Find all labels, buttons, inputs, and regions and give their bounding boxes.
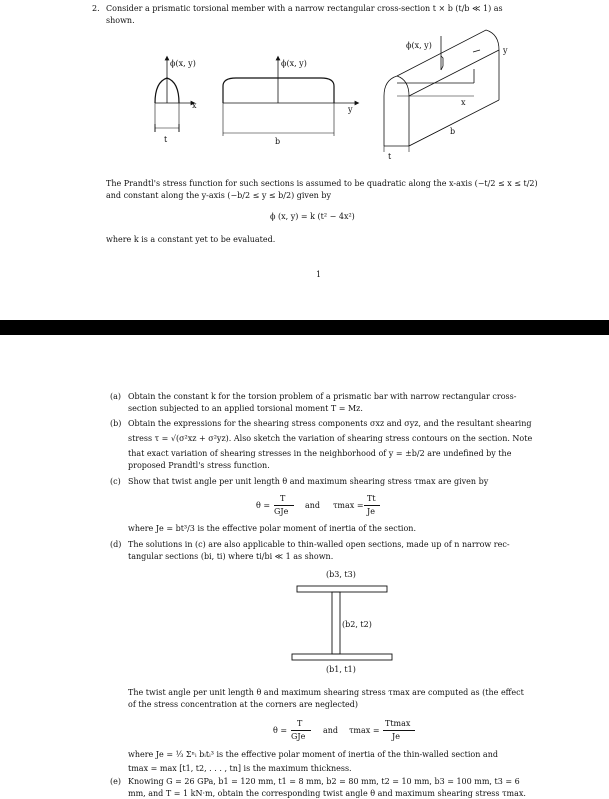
where-k-text: where k is a constant yet to be evaluated. <box>106 235 276 244</box>
b-label-2: b <box>275 137 281 146</box>
eq-d-theta-den: GJe <box>291 732 306 741</box>
twist-paragraph-line-1: The twist angle per unit length θ and maximum shearing stress τmax are computed as (the effect <box>128 688 524 697</box>
item-e-line-2: mm, and T = 1 kN·m, obtain the corresponding twist angle θ and maximum shearing stress τmax. <box>128 789 526 798</box>
eq-c-tau-num: Tt <box>367 494 376 503</box>
phi-label-2: ϕ(x, y) <box>281 59 307 68</box>
item-e-label: (e) <box>110 777 121 786</box>
item-b-line-1: Obtain the expressions for the shearing stress components σxz and σyz, and the resultant shearing <box>128 419 532 428</box>
eq-d-theta-lhs: θ = <box>273 726 288 735</box>
y-axis-label-3: y <box>503 46 508 55</box>
prism-3d-figure <box>384 30 499 152</box>
prandtl-paragraph-line-1: The Prandtl's stress function for such sections is assumed to be quadratic along the x-axis (−t/2 ≤ x ≤ t/2) <box>106 179 538 188</box>
eq-d-and: and <box>323 726 339 735</box>
item-d-line-2: tangular sections (bi, ti) where ti/bi ≪ 1 as shown. <box>128 552 334 561</box>
stress-function-equation: ϕ (x, y) = k (t² − 4x²) <box>270 212 355 221</box>
page-number: 1 <box>316 270 322 279</box>
prandtl-paragraph-line-2: and constant along the y-axis (−b/2 ≤ y ≤ b/2) given by <box>106 191 332 200</box>
phi-label-1: ϕ(x, y) <box>170 59 196 68</box>
ibeam-web-label: (b2, t2) <box>342 620 372 629</box>
profile-y-figure <box>223 58 357 136</box>
t-label-3: t <box>388 152 392 161</box>
eq-c-theta-den: GJe <box>274 507 289 516</box>
eq-c-theta-lhs: θ = <box>256 501 271 510</box>
item-c-label: (c) <box>110 477 121 486</box>
x-axis-label-1: x <box>192 101 197 110</box>
item-d-label: (d) <box>110 540 122 549</box>
eq-d-tau-den: Je <box>392 732 400 741</box>
ibeam-top-label: (b3, t3) <box>326 570 356 579</box>
b-label-3: b <box>450 127 456 136</box>
eq-d-theta-num: T <box>297 719 303 728</box>
twist-paragraph-line-2: of the stress concentration at the corners are neglected) <box>128 700 359 709</box>
eq-c-tau-den: Je <box>367 507 375 516</box>
item-b-line-3: that exact variation of shearing stresses in the neighborhood of y = ±b/2 are undefined by the <box>128 449 512 458</box>
y-axis-label-2: y <box>348 105 353 114</box>
item-e-line-1: Knowing G = 26 GPa, b1 = 120 mm, t1 = 8 mm, b2 = 80 mm, t2 = 10 mm, b3 = 100 mm, t3 = 6 <box>128 777 520 786</box>
where-thin-line-2: tmax = max [t1, t2, . . . , tn] is the maximum thickness. <box>128 764 352 773</box>
eq-c-tau-lhs: τmax = <box>333 501 364 510</box>
item-b-line-2: stress τ = √(σ²xz + σ²yz). Also sketch the variation of shearing stress contours on the section. Note <box>128 434 533 443</box>
item-a-line-1: Obtain the constant k for the torsion problem of a prismatic bar with narrow rectangular cross- <box>128 392 517 401</box>
problem-line-1: Consider a prismatic torsional member with a narrow rectangular cross-section t × b (t/b ≪ 1) as <box>106 4 503 13</box>
page-2 <box>0 335 609 799</box>
eq-d-tau-num: Ttmax <box>385 719 411 728</box>
cross-section-figure <box>0 0 609 170</box>
item-b-line-4: proposed Prandtl's stress function. <box>128 461 270 470</box>
item-d-line-1: The solutions in (c) are also applicable to thin-walled open sections, made up of n narrow rec- <box>128 540 510 549</box>
phi-label-3: ϕ(x, y) <box>406 41 432 50</box>
t-label-1: t <box>164 135 168 144</box>
where-thin-line-1: where Je = ⅓ Σⁿᵢ bᵢtᵢ³ is the effective polar moment of inertia of the thin-walled section and <box>128 750 498 759</box>
item-a-line-2: section subjected to an applied torsional moment T = Mz. <box>128 404 363 413</box>
eq-c-and: and <box>305 501 321 510</box>
eq-c-theta-num: T <box>280 494 286 503</box>
page-separator <box>0 320 609 335</box>
parabola-x-figure <box>155 58 193 132</box>
item-a-label: (a) <box>110 392 122 401</box>
ibeam-bottom-label: (b1, t1) <box>326 665 356 674</box>
problem-line-2: shown. <box>106 16 135 25</box>
eq-d-tau-lhs: τmax = <box>349 726 380 735</box>
where-je-text: where Je = bt³/3 is the effective polar moment of inertia of the section. <box>128 524 417 533</box>
item-c-line-1: Show that twist angle per unit length θ and maximum shearing stress τmax are given by <box>128 477 489 486</box>
problem-number: 2. <box>92 4 100 13</box>
item-b-label: (b) <box>110 419 122 428</box>
page-1 <box>0 0 609 320</box>
x-axis-label-3: x <box>461 98 466 107</box>
i-beam-figure <box>0 335 609 675</box>
